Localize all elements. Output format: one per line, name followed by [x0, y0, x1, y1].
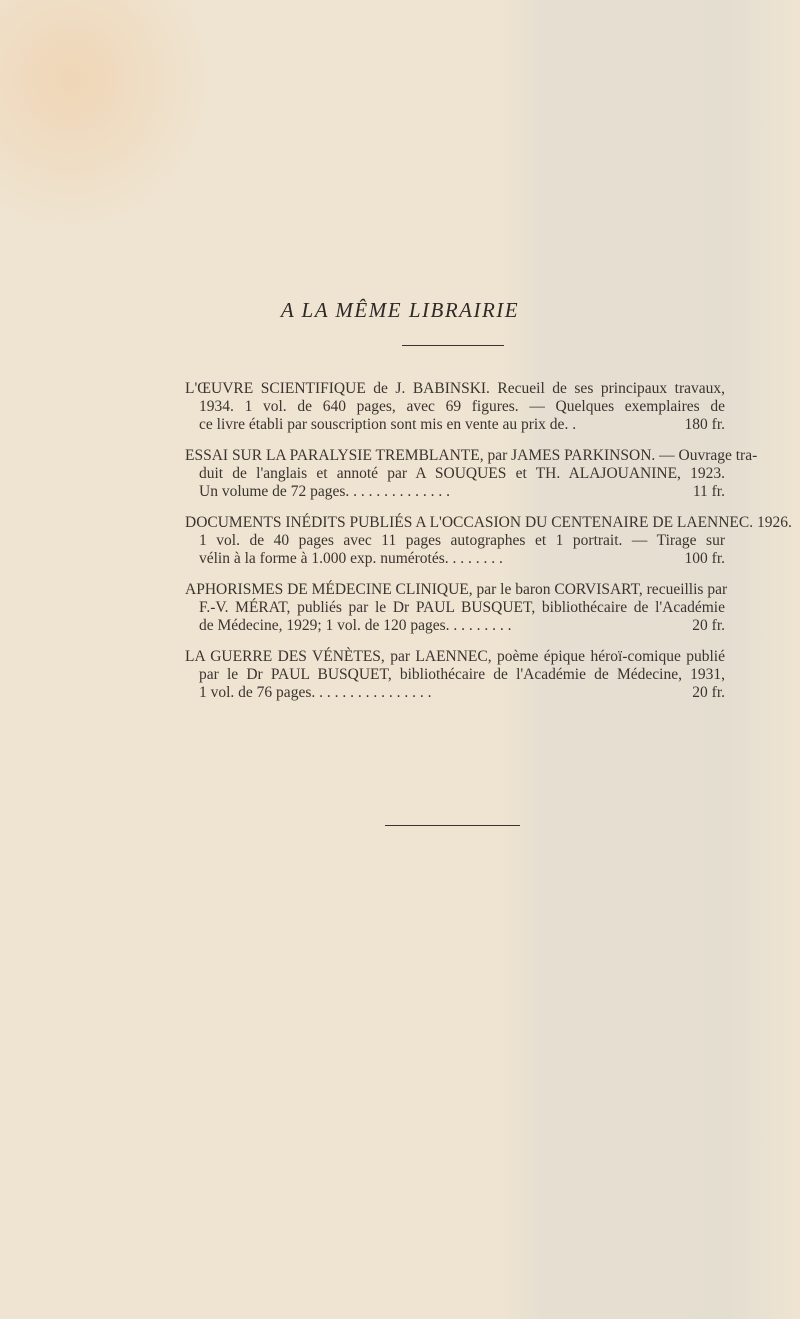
page-heading: A LA MÊME LIBRAIRIE [280, 298, 520, 322]
entry-last-line [185, 483, 725, 501]
entry-price: 11 fr. [692, 483, 725, 500]
entry-last-line [185, 684, 725, 702]
entry-line: 1 vol. de 76 pages. . . . . . . . . . . . . . . . [199, 684, 432, 701]
entry-line: ce livre établi par souscription sont mis en vente au prix de. . [199, 416, 577, 433]
closing-rule [385, 825, 520, 826]
entry-last-line [185, 617, 725, 635]
catalog-entry [185, 514, 792, 568]
catalog-entry [185, 648, 725, 702]
entry-price: 20 fr. [692, 617, 725, 634]
entry-price: 100 fr. [684, 550, 725, 567]
entry-line: par le Dr PAUL BUSQUET, bibliothécaire de l'Académie de Médecine, 1931, [199, 666, 725, 683]
entry-price: 180 fr. [684, 416, 725, 433]
entry-line: 1 vol. de 40 pages avec 11 pages autographes et 1 portrait. — Tirage sur [199, 532, 725, 549]
entry-line: LA GUERRE DES VÉNÈTES, par LAENNEC, poème épique héroï-comique publié [185, 648, 725, 665]
entry-line: L'ŒUVRE SCIENTIFIQUE de J. BABINSKI. Recueil de ses principaux travaux, [185, 380, 725, 397]
entry-last-line [185, 550, 725, 568]
entry-line: DOCUMENTS INÉDITS PUBLIÉS A L'OCCASION DU CENTENAIRE DE LAENNEC. 1926. [185, 514, 792, 531]
catalog-entry [185, 380, 725, 434]
heading-rule [402, 345, 504, 346]
entry-line: F.-V. MÉRAT, publiés par le Dr PAUL BUSQUET, bibliothécaire de l'Académie [199, 599, 725, 616]
entry-line: duit de l'anglais et annoté par A SOUQUES et TH. ALAJOUANINE, 1923. [199, 465, 725, 482]
entry-line: ESSAI SUR LA PARALYSIE TREMBLANTE, par JAMES PARKINSON. — Ouvrage tra- [185, 447, 758, 464]
entry-last-line [185, 416, 725, 434]
catalog-entry [185, 581, 728, 635]
entry-line: vélin à la forme à 1.000 exp. numérotés. . . . . . . . [199, 550, 503, 567]
entry-line: APHORISMES DE MÉDECINE CLINIQUE, par le baron CORVISART, recueillis par [185, 581, 728, 598]
catalog-entry [185, 447, 758, 501]
entry-line: de Médecine, 1929; 1 vol. de 120 pages. . . . . . . . . [199, 617, 512, 634]
entry-price: 20 fr. [692, 684, 725, 701]
entry-line: Un volume de 72 pages. . . . . . . . . . . . . . [199, 483, 450, 500]
entry-line: 1934. 1 vol. de 640 pages, avec 69 figures. — Quelques exemplaires de [199, 398, 725, 415]
catalog-entries [185, 380, 792, 715]
